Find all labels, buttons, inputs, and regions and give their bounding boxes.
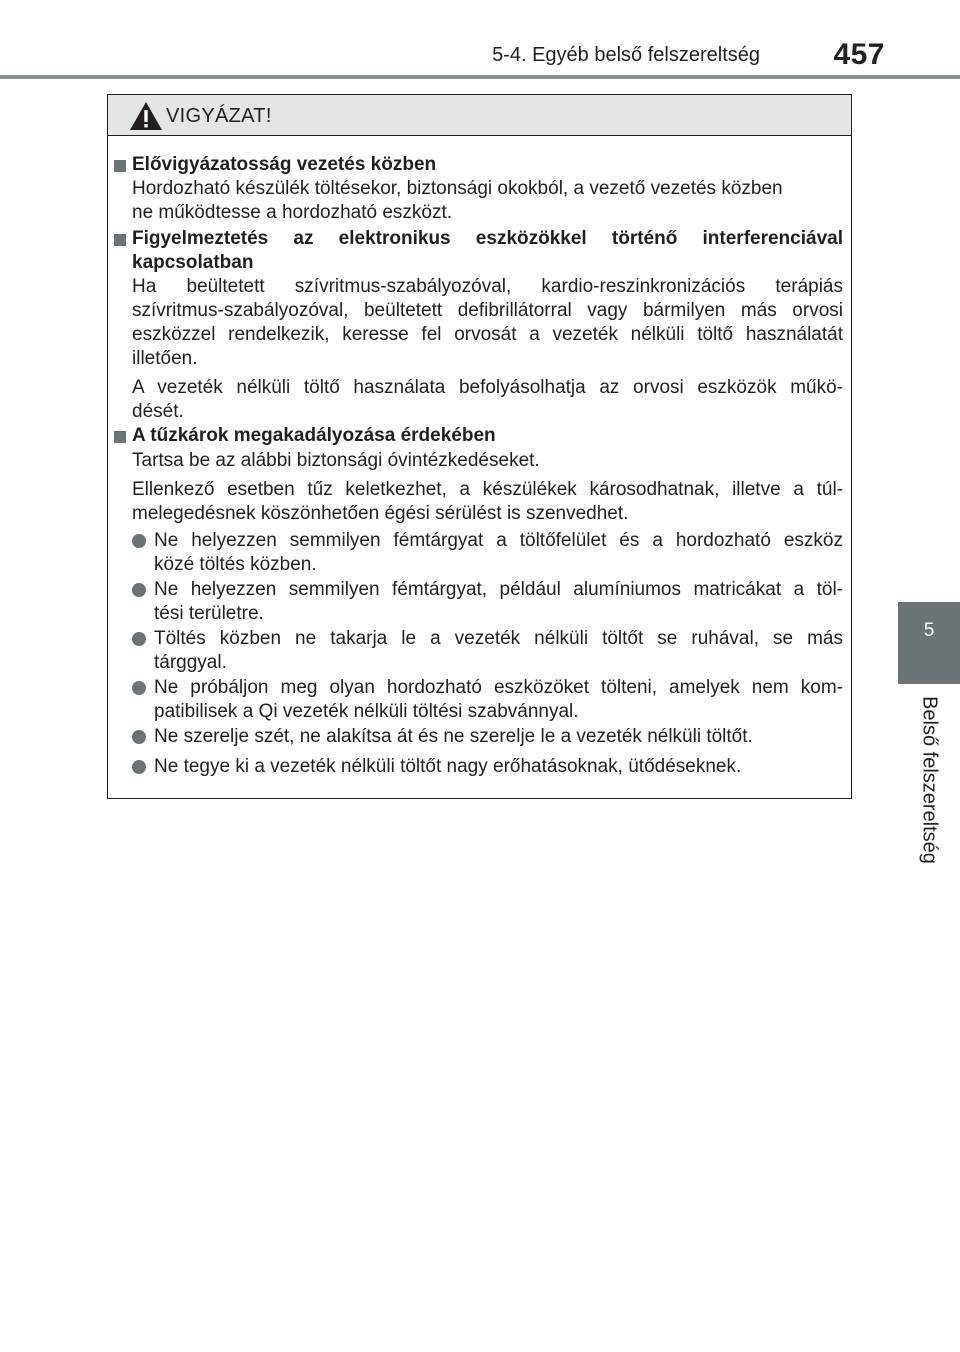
section-heading: Figyelmeztetés az elektronikus eszközökkel történő interferenciával (132, 228, 843, 249)
bullet-dot (132, 760, 146, 774)
bullet-dot (132, 534, 146, 548)
warning-triangle-icon (129, 101, 163, 131)
chapter-tab (898, 602, 960, 684)
chapter-tab-label: Belső felszereltség (918, 696, 941, 864)
bullet-text-line: Ne helyezzen semmilyen fémtárgyat, például alumíniumos matricákat a töl- (154, 579, 843, 600)
bullet-text-line: Ne szerelje szét, ne alakítsa át és ne szerelje le a vezeték nélküli töltőt. (154, 726, 753, 747)
body-text-line: Ellenkező esetben tűz keletkezhet, a készülékek károsodhatnak, illetve a túl- (132, 479, 843, 500)
caution-box (107, 94, 852, 799)
body-text-line: Tartsa be az alábbi biztonsági óvintézkedéseket. (132, 450, 540, 471)
body-text-line: ne működtesse a hordozható eszközt. (132, 202, 453, 223)
body-text-line: Hordozható készülék töltésekor, biztonsági okokból, a vezető vezetés közben (132, 178, 783, 199)
bullet-text-line: tárggyal. (154, 652, 227, 673)
bullet-text-line: Töltés közben ne takarja le a vezeték nélküli töltőt se ruhával, se más (154, 628, 843, 649)
bullet-text-line: Ne helyezzen semmilyen fémtárgyat a töltőfelület és a hordozható eszköz (154, 530, 843, 551)
bullet-text-line: patibilisek a Qi vezeték nélküli töltési szabvánnyal. (154, 701, 579, 722)
page-number: 457 (833, 38, 885, 71)
section-heading: A tűzkárok megakadályozása érdekében (132, 425, 496, 446)
body-text-line: Ha beültetett szívritmus-szabályozóval, kardio-reszinkronizációs terápiás (132, 276, 843, 297)
body-text-line: szívritmus-szabályozóval, beültetett defibrillátorral vagy bármilyen más orvosi (132, 300, 843, 321)
body-text-line: eszközzel rendelkezik, keresse fel orvosát a vezeték nélküli töltő használatát (132, 324, 843, 345)
section-heading-line: kapcsolatban (132, 252, 254, 273)
bullet-text-line: tési területre. (154, 603, 264, 624)
running-header-title: 5-4. Egyéb belső felszereltség (492, 44, 760, 66)
section-heading: Elővigyázatosság vezetés közben (132, 154, 437, 175)
header-rule (0, 75, 960, 79)
chapter-tab-number: 5 (923, 620, 935, 641)
section-marker-square (114, 234, 126, 246)
bullet-text-line: Ne tegye ki a vezeték nélküli töltőt nagy erőhatásoknak, ütődéseknek. (154, 756, 742, 777)
section-marker-square (114, 431, 126, 443)
bullet-text-line: közé töltés közben. (154, 554, 317, 575)
bullet-dot (132, 583, 146, 597)
caution-title: VIGYÁZAT! (166, 105, 272, 127)
bullet-dot (132, 632, 146, 646)
bullet-text-line: Ne próbáljon meg olyan hordozható eszközöket tölteni, amelyek nem kom- (154, 677, 843, 698)
body-text-line: A vezeték nélküli töltő használata befolyásolhatja az orvosi eszközök műkö- (132, 377, 843, 398)
bullet-dot (132, 681, 146, 695)
body-text-line: melegedésnek köszönhetően égési sérülést is szenvedhet. (132, 503, 629, 524)
body-text-line: dését. (132, 401, 184, 422)
section-marker-square (114, 160, 126, 172)
body-text-line: illetően. (132, 348, 198, 369)
bullet-dot (132, 730, 146, 744)
caution-header (108, 95, 851, 136)
